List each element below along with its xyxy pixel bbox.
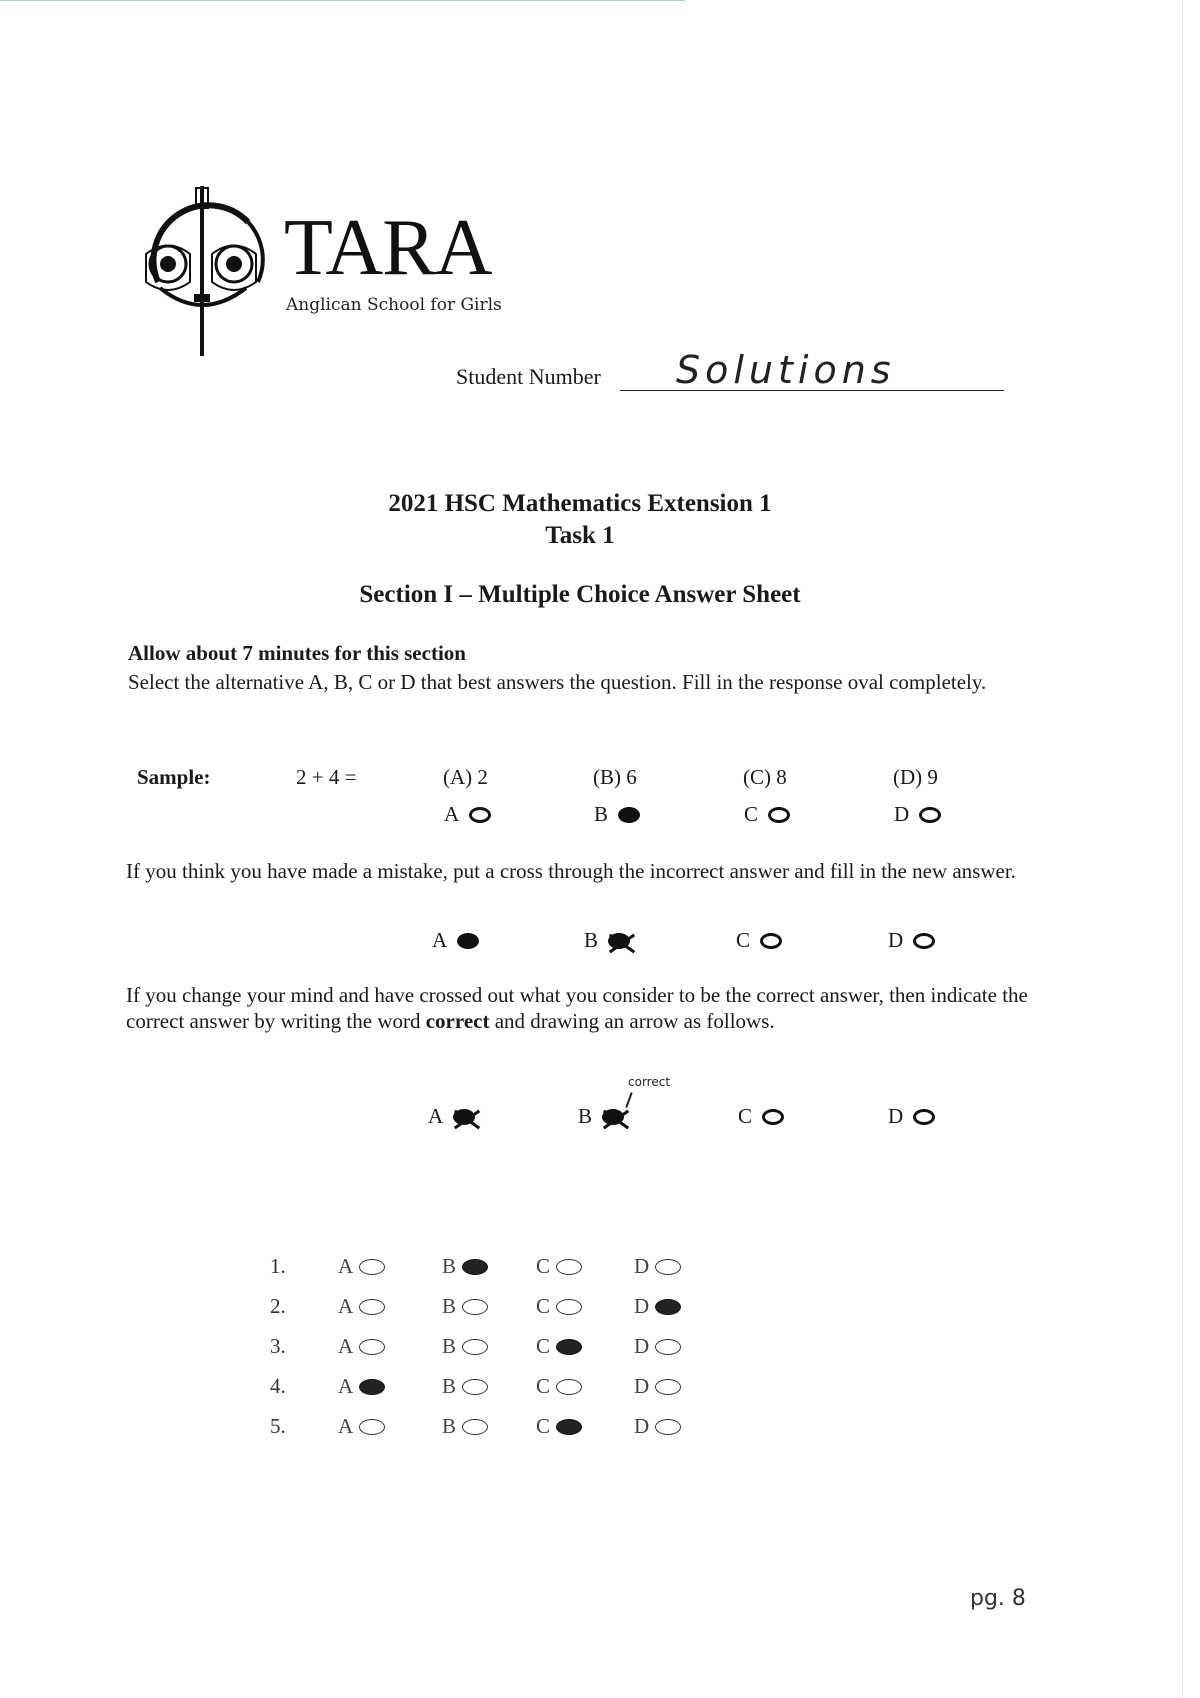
filled-oval-icon	[556, 1339, 582, 1355]
answer-bubble-1-d[interactable]	[634, 1254, 681, 1279]
oval-icon	[919, 807, 941, 823]
oval-icon	[462, 1379, 488, 1395]
answer-bubble-1-a[interactable]	[338, 1254, 385, 1279]
mistake-bubble-c[interactable]: C	[736, 928, 782, 953]
choice-letter: A	[338, 1294, 354, 1318]
sample-rule	[0, 0, 685, 1]
answer-bubble-1-c[interactable]	[536, 1254, 582, 1279]
oval-icon	[359, 1259, 385, 1275]
oval-icon	[556, 1259, 582, 1275]
oval-icon	[556, 1379, 582, 1395]
choice-letter: C	[536, 1334, 551, 1358]
oval-icon	[913, 1109, 935, 1125]
time-allowance: Allow about 7 minutes for this section	[128, 641, 466, 665]
filled-oval-icon	[359, 1379, 385, 1395]
oval-icon	[768, 807, 790, 823]
oval-icon	[655, 1339, 681, 1355]
filled-oval-icon	[618, 807, 640, 823]
oval-icon	[359, 1299, 385, 1315]
student-number-field[interactable]: Solutions	[676, 348, 896, 392]
correct-bubble-a[interactable]: A	[428, 1104, 475, 1129]
sample-bubble-c[interactable]: C	[744, 802, 790, 827]
oval-icon	[469, 807, 491, 823]
sample-question: 2 + 4 =	[296, 765, 357, 789]
question-number: 2.	[270, 1294, 286, 1318]
question-number: 1.	[270, 1254, 286, 1278]
correct-bubble-c[interactable]: C	[738, 1104, 784, 1129]
correct-arrow-icon	[625, 1092, 632, 1108]
answer-bubble-2-d[interactable]	[634, 1294, 681, 1319]
oval-icon	[359, 1339, 385, 1355]
sample-bubble-b[interactable]: B	[594, 802, 640, 827]
question-number: 5.	[270, 1414, 286, 1438]
answer-bubble-5-d[interactable]	[634, 1414, 681, 1439]
oval-icon	[359, 1419, 385, 1435]
filled-oval-icon	[462, 1259, 488, 1275]
oval-icon	[462, 1419, 488, 1435]
crossed-oval-icon	[602, 1109, 624, 1125]
answer-bubble-5-a[interactable]	[338, 1414, 385, 1439]
answer-bubble-3-c[interactable]	[536, 1334, 582, 1359]
choice-letter: B	[442, 1334, 457, 1358]
answer-bubble-2-a[interactable]	[338, 1294, 385, 1319]
answer-bubble-5-b[interactable]	[442, 1414, 488, 1439]
answer-bubble-4-c[interactable]	[536, 1374, 582, 1399]
mistake-bubble-b[interactable]: B	[584, 928, 630, 953]
exam-title: 2021 HSC Mathematics Extension 1	[388, 490, 772, 517]
choice-letter: C	[536, 1374, 551, 1398]
answer-bubble-1-b[interactable]	[442, 1254, 488, 1279]
oval-icon	[760, 933, 782, 949]
choice-letter: D	[634, 1374, 650, 1398]
choice-letter: D	[634, 1254, 650, 1278]
choice-letter: B	[442, 1374, 457, 1398]
student-number-label: Student Number	[456, 364, 601, 389]
filled-oval-icon	[655, 1299, 681, 1315]
oval-icon	[762, 1109, 784, 1125]
choice-letter: D	[634, 1334, 650, 1358]
sample-option-a: (A) 2	[443, 765, 488, 789]
answer-bubble-4-b[interactable]	[442, 1374, 488, 1399]
question-number: 4.	[270, 1374, 286, 1398]
crossed-oval-icon	[608, 933, 630, 949]
crossed-oval-icon	[453, 1109, 475, 1125]
answer-bubble-2-c[interactable]	[536, 1294, 582, 1319]
sample-bubble-d[interactable]: D	[894, 802, 941, 827]
choice-letter: B	[442, 1414, 457, 1438]
oval-icon	[462, 1299, 488, 1315]
answer-bubble-4-d[interactable]	[634, 1374, 681, 1399]
oval-icon	[655, 1259, 681, 1275]
choice-letter: B	[442, 1294, 457, 1318]
mistake-instruction: If you think you have made a mistake, put a cross through the incorrect answer and fill in the new answer.	[126, 859, 1016, 883]
choice-letter: C	[536, 1294, 551, 1318]
mistake-bubble-d[interactable]: D	[888, 928, 935, 953]
page-number: pg. 8	[970, 1586, 1026, 1611]
oval-icon	[655, 1379, 681, 1395]
oval-icon	[655, 1419, 681, 1435]
page-edge	[1182, 0, 1183, 1698]
choice-letter: A	[338, 1414, 354, 1438]
answer-bubble-5-c[interactable]	[536, 1414, 582, 1439]
correct-bubble-d[interactable]: D	[888, 1104, 935, 1129]
sample-option-d: (D) 9	[893, 765, 938, 789]
sample-option-b: (B) 6	[593, 765, 637, 789]
choice-letter: C	[536, 1414, 551, 1438]
question-number: 3.	[270, 1334, 286, 1358]
oval-icon	[556, 1299, 582, 1315]
logo-subtitle: Anglican School for Girls	[286, 295, 502, 315]
answer-bubble-3-a[interactable]	[338, 1334, 385, 1359]
oval-icon	[462, 1339, 488, 1355]
choice-letter: D	[634, 1414, 650, 1438]
choice-letter: C	[536, 1254, 551, 1278]
answer-bubble-4-a[interactable]	[338, 1374, 385, 1399]
correct-note: correct	[628, 1075, 671, 1089]
choice-letter: A	[338, 1374, 354, 1398]
choice-letter: B	[442, 1254, 457, 1278]
change-instruction: If you change your mind and have crossed out what you consider to be the correct answer, then indicate the correct answer by writing the word correct and drawing an arrow as follows.	[126, 983, 1028, 1033]
answer-bubble-3-b[interactable]	[442, 1334, 488, 1359]
correct-bubble-b[interactable]: B	[578, 1104, 624, 1129]
select-instruction: Select the alternative A, B, C or D that best answers the question. Fill in the response oval completely.	[128, 670, 987, 694]
choice-letter: D	[634, 1294, 650, 1318]
sample-option-c: (C) 8	[743, 765, 787, 789]
answer-bubble-2-b[interactable]	[442, 1294, 488, 1319]
filled-oval-icon	[457, 933, 479, 949]
task-title: Task 1	[545, 522, 615, 549]
filled-oval-icon	[556, 1419, 582, 1435]
choice-letter: A	[338, 1254, 354, 1278]
school-crest-logo	[138, 182, 268, 360]
sample-label: Sample:	[137, 765, 211, 789]
answer-bubble-3-d[interactable]	[634, 1334, 681, 1359]
logo-wordmark: TARA	[284, 204, 492, 292]
section-title: Section I – Multiple Choice Answer Sheet	[359, 581, 801, 608]
oval-icon	[913, 933, 935, 949]
mistake-bubble-a[interactable]: A	[432, 928, 479, 953]
choice-letter: A	[338, 1334, 354, 1358]
sample-bubble-a[interactable]: A	[444, 802, 491, 827]
